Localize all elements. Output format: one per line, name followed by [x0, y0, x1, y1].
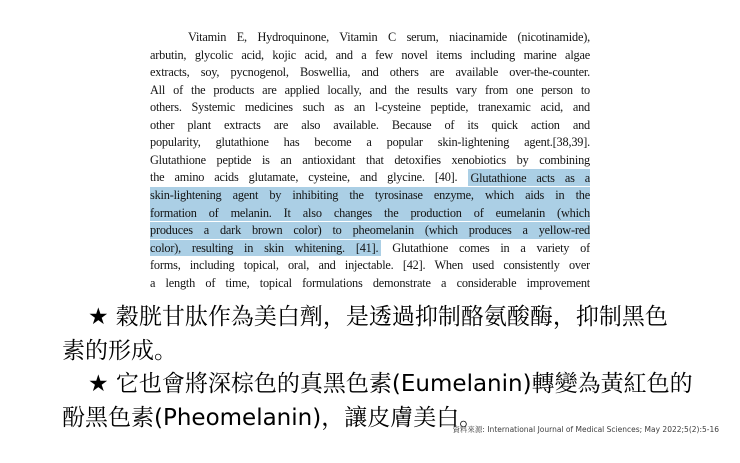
- paper-text: a length of time, topical formulations demonstrate a considerable improvement: [150, 275, 590, 290]
- paper-text: other plant extracts are also available. Because of its quick action and: [150, 117, 590, 132]
- paper-line: [150, 169, 590, 187]
- highlighted-text: Glutathione acts as a: [468, 169, 590, 186]
- paper-text: Glutathione comes in a variety of: [381, 240, 590, 255]
- paper-line: [150, 99, 590, 117]
- paper-text: others. Systemic medicines such as an l-cysteine peptide, tranexamic acid, and: [150, 100, 590, 115]
- highlighted-text: skin-lightening agent by inhibiting the tyrosinase enzyme, which aids in the: [150, 187, 590, 202]
- paper-line: [150, 204, 590, 222]
- paper-text: All of the products are applied locally, and the results vary from one person to: [150, 82, 590, 97]
- summary-notes: [62, 301, 728, 435]
- paper-text: forms, including topical, oral, and injectable. [42]. When used consistently over: [150, 258, 590, 273]
- note-line: ★ 穀胱甘肽作為美白劑，是透過抑制酪氨酸酶，抑制黑色: [88, 304, 668, 330]
- highlighted-text: color), resulting in skin whitening. [41].: [150, 240, 381, 257]
- paper-line: [150, 275, 590, 293]
- highlighted-text: produces a dark brown color) to pheomelanin (which produces a yellow-red: [150, 223, 590, 238]
- paper-text: the amino acids glutamate, cysteine, and glycine. [40].: [150, 170, 468, 185]
- paper-line: [150, 64, 590, 82]
- paper-text: Glutathione peptide is an antioxidant that detoxifies xenobiotics by combining: [150, 152, 590, 167]
- paper-line: [150, 47, 590, 65]
- paper-line: [150, 117, 590, 135]
- paper-line: [150, 152, 590, 170]
- paper-text: extracts, soy, pycnogenol, Boswellia, and others are available over-the-counter.: [150, 65, 590, 80]
- paper-line: [150, 82, 590, 100]
- paper-excerpt: [150, 29, 590, 292]
- highlighted-text: formation of melanin. It also changes the production of eumelanin (which: [150, 205, 590, 220]
- paper-line: [150, 29, 590, 47]
- paper-text: popularity, glutathione has become a popular skin-lightening agent.[38,39].: [150, 135, 590, 150]
- paper-line: [150, 240, 590, 258]
- paper-text: arbutin, glycolic acid, kojic acid, and a few novel items including marine algae: [150, 47, 590, 62]
- note-line: 酚黑色素(Pheomelanin)，讓皮膚美白。: [62, 404, 483, 431]
- paper-line: [150, 187, 590, 205]
- paper-line: [150, 134, 590, 152]
- paper-line: [150, 222, 590, 240]
- source-citation: 資料來源: International Journal of Medical Sciences; May 2022;5(2):5-16: [452, 425, 719, 434]
- paper-text: Vitamin E, Hydroquinone, Vitamin C serum, niacinamide (nicotinamide),: [188, 30, 590, 44]
- paper-line: [150, 257, 590, 275]
- note-line: ★ 它也會將深棕色的真黑色素(Eumelanin)轉變為黃紅色的: [88, 371, 693, 397]
- note-line: 素的形成。: [62, 337, 177, 364]
